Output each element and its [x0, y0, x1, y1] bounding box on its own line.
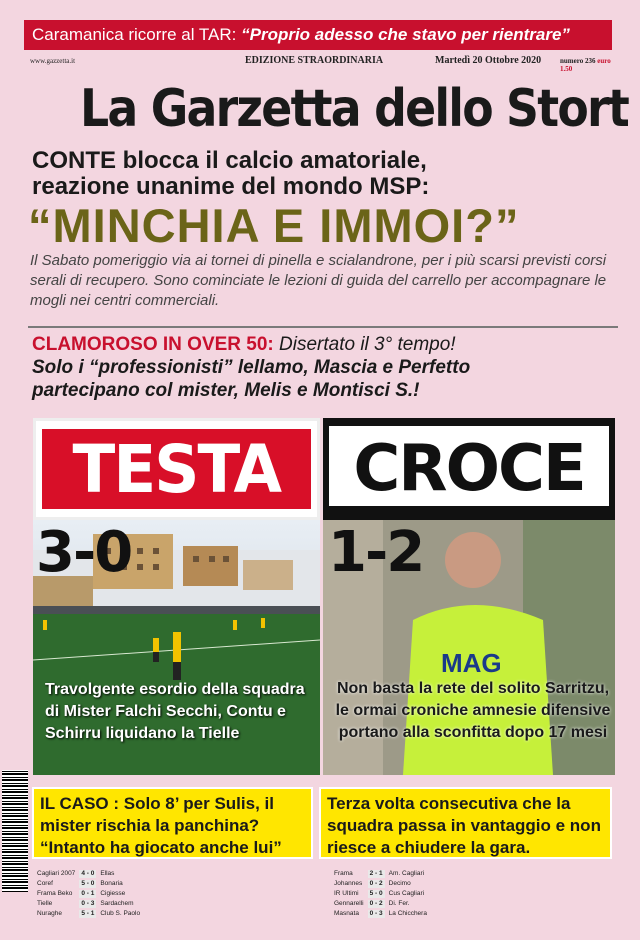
result-score: 0 - 3	[369, 910, 383, 917]
result-away: Bonaria	[100, 880, 123, 887]
website-url[interactable]: www.gazzetta.it	[30, 57, 76, 65]
result-row	[35, 890, 142, 898]
banner-quote: “Proprio adesso che stavo per rientrare”	[241, 25, 570, 44]
result-home: Gennarelli	[334, 900, 364, 907]
result-row	[35, 870, 142, 878]
result-away: Am. Cagliari	[388, 870, 425, 877]
result-away: Sardachem	[100, 900, 134, 907]
result-score: 0 - 1	[81, 890, 95, 897]
result-away: Cus Cagliari	[388, 890, 425, 897]
results-table	[33, 868, 144, 920]
masthead-info-row	[30, 55, 612, 73]
newspaper-logo: La Garzetta dello Stort	[80, 79, 628, 139]
result-home: Frama	[334, 870, 353, 877]
result-home: Masnata	[334, 910, 359, 917]
divider	[28, 326, 618, 328]
result-score: 4 - 0	[81, 870, 95, 877]
result-home: Cagliari 2007	[37, 870, 76, 877]
result-home: Tielle	[37, 900, 53, 907]
result-score: 5 - 1	[81, 910, 95, 917]
result-away: La Chicchera	[388, 910, 427, 917]
clamoroso-line3: partecipano col mister, Melis e Montisci S.!	[32, 380, 420, 401]
result-row	[332, 910, 429, 918]
testa-caption: Travolgente esordio della squadra di Mister Falchi Secchi, Contu e Schirru liquidano la Tielle	[45, 681, 305, 742]
clamoroso-line2: Solo i “professionisti” lellamo, Mascia e Perfetto	[32, 357, 471, 378]
big-quote-headline: “MINCHIA E IMMOI?”	[28, 199, 520, 252]
main-headline-line2: reazione unanime del mondo MSP:	[32, 173, 430, 200]
croce-score: 1-2	[328, 520, 424, 585]
result-row	[332, 880, 429, 888]
result-score: 5 - 0	[81, 880, 95, 887]
top-banner	[24, 20, 612, 50]
over50-news	[32, 333, 622, 402]
result-row	[35, 880, 142, 888]
result-away: Decimo	[388, 880, 411, 887]
croce-title: CROCE	[353, 432, 585, 506]
result-away: Cigiesse	[100, 890, 126, 897]
result-home: Coref	[37, 880, 53, 887]
terza-volta-box: Terza volta consecutiva che la squadra passa in vantaggio e non riesce a chiudere la gara.	[319, 787, 612, 859]
result-score: 5 - 0	[369, 890, 383, 897]
testa-score: 3-0	[36, 520, 132, 585]
result-score: 0 - 2	[369, 900, 383, 907]
banner-lead: Caramanica ricorre al TAR:	[32, 25, 242, 44]
result-row	[332, 890, 429, 898]
testa-header	[33, 418, 320, 520]
headline-subtext: Il Sabato pomeriggio via ai tornei di pinella e scialandrone, per i più scarsi previsti corsi serali di recupero. Sono cominciate le lezioni di guida del carrello per accompagnare le mogli nei centri commerciali.	[30, 252, 607, 309]
result-home: Frama Beko	[37, 890, 73, 897]
result-score: 2 - 1	[369, 870, 383, 877]
result-home: Nuraghe	[37, 910, 62, 917]
result-row	[35, 900, 142, 908]
result-row	[35, 910, 142, 918]
issue-number: numero 236 euro 1.50	[560, 57, 611, 73]
issue-date: Martedì 20 Ottobre 2020	[435, 55, 542, 66]
result-away: Club S. Paolo	[100, 910, 141, 917]
result-away: Di. Fer.	[388, 900, 410, 907]
clamoroso-label: CLAMOROSO IN OVER 50:	[32, 334, 274, 355]
croce-caption: Non basta la rete del solito Sarritzu, le ormai croniche amnesie difensive portano alla sconfitta dopo 17 mesi	[335, 680, 611, 741]
barcode	[2, 770, 28, 892]
result-score: 0 - 2	[369, 880, 383, 887]
result-home: IR Ultimi	[334, 890, 359, 897]
result-row	[332, 870, 429, 878]
main-headline-line1: CONTE blocca il calcio amatoriale,	[32, 147, 427, 174]
result-score: 0 - 3	[81, 900, 95, 907]
result-row	[332, 900, 429, 908]
clamoroso-after: Disertato il 3° tempo!	[273, 334, 456, 355]
testa-title: TESTA	[72, 430, 281, 508]
result-away: Ellas	[100, 870, 115, 877]
croce-header	[323, 418, 615, 520]
shirt-sponsor: MAG	[441, 648, 502, 678]
results-table-2	[330, 868, 431, 920]
result-home: Johannes	[334, 880, 363, 887]
main-headline	[32, 148, 612, 200]
edition-label: EDIZIONE STRAORDINARIA	[245, 55, 384, 66]
il-caso-box: IL CASO : Solo 8’ per Sulis, il mister rischia la panchina? “Intanto ha giocato anche lui”	[32, 787, 313, 859]
